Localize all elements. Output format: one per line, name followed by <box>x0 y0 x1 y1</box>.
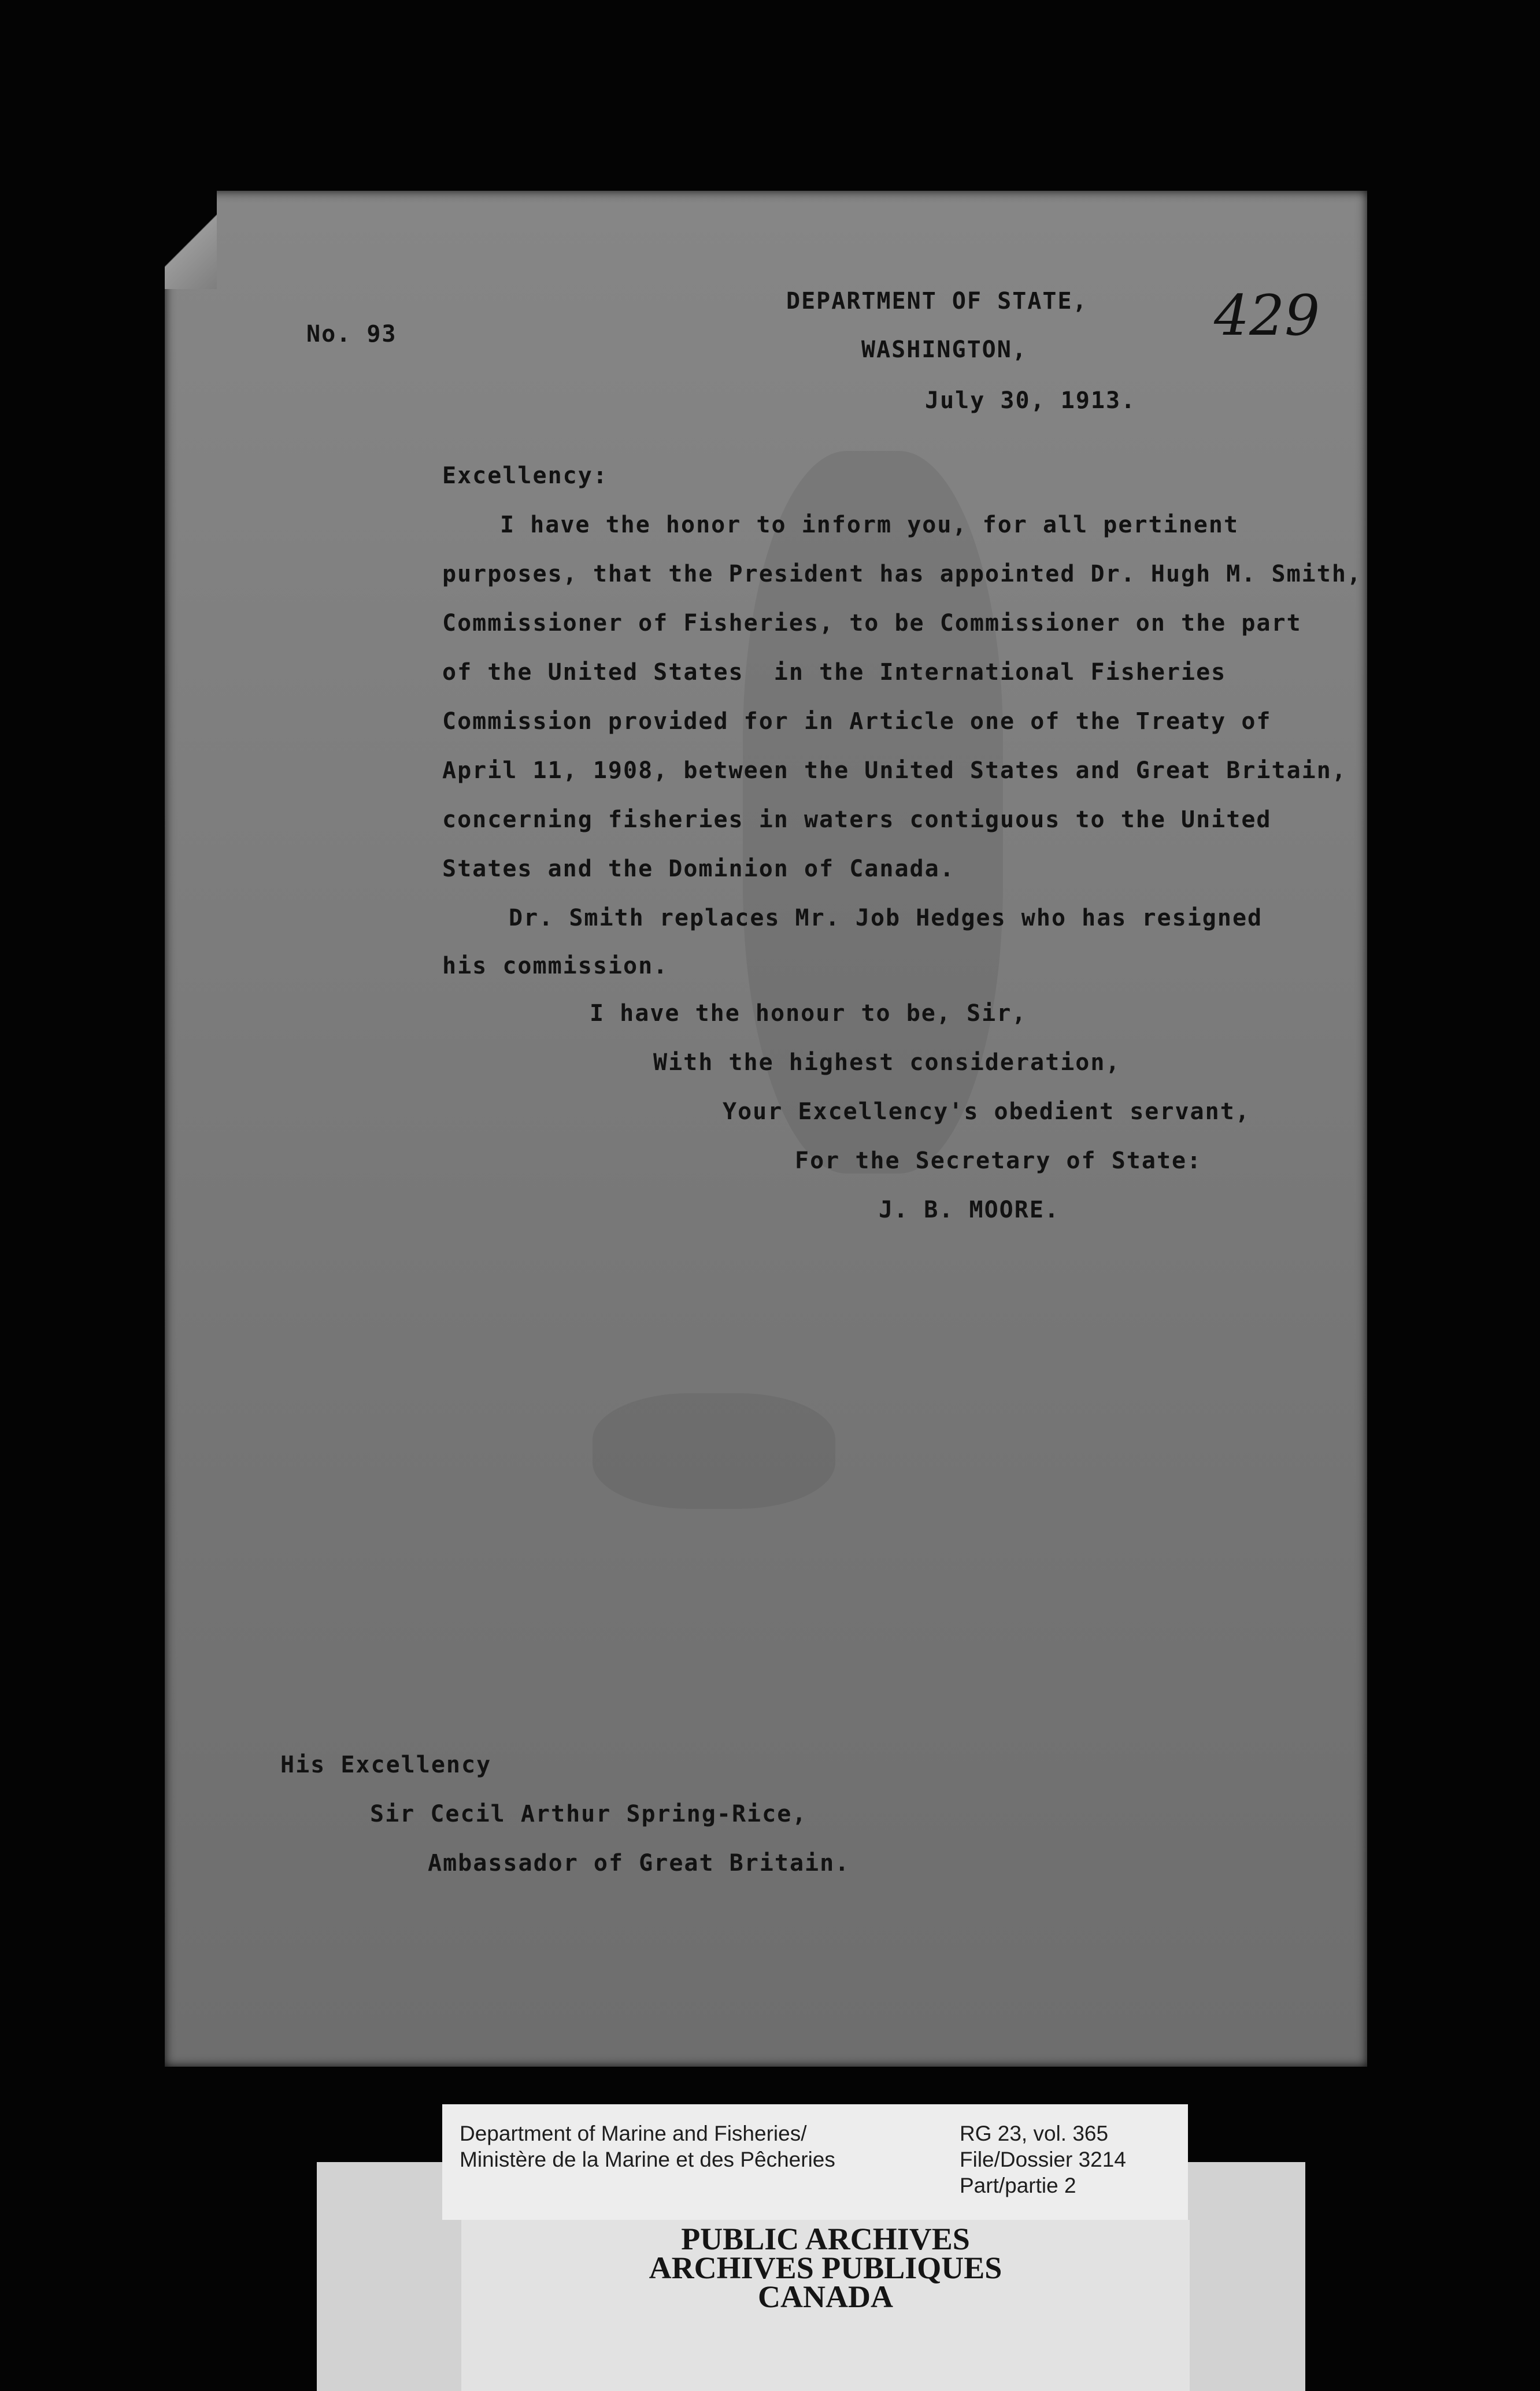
part-partie: Part/partie 2 <box>960 2174 1076 2197</box>
archives-stamp-line: ARCHIVES PUBLIQUES <box>649 2251 1002 2285</box>
record-group: RG 23, vol. 365 <box>960 2122 1109 2145</box>
closing-line: With the highest consideration, <box>653 1049 1121 1076</box>
body-line: his commission. <box>442 953 669 979</box>
body-line: I have the honor to inform you, for all pertinent <box>500 512 1239 538</box>
addressee-line: Sir Cecil Arthur Spring-Rice, <box>370 1801 808 1827</box>
salutation: Excellency: <box>442 462 608 489</box>
archives-stamp-inner <box>461 2220 1190 2391</box>
header-city: WASHINGTON, <box>861 336 1027 363</box>
body-line: April 11, 1908, between the United States and Great Britain, <box>442 757 1347 784</box>
addressee-line: His Excellency <box>280 1752 492 1778</box>
body-line: States and the Dominion of Canada. <box>442 856 955 882</box>
closing-line: Your Excellency's obedient servant, <box>723 1098 1250 1125</box>
header-department: DEPARTMENT OF STATE, <box>786 288 1088 314</box>
page-fold-corner <box>165 191 217 289</box>
body-line: purposes, that the President has appointed Dr. Hugh M. Smith, <box>442 561 1363 587</box>
archives-stamp-line: CANADA <box>758 2279 893 2314</box>
department-french: Ministère de la Marine et des Pêcheries <box>460 2148 835 2171</box>
department-english: Department of Marine and Fisheries/ <box>460 2122 807 2145</box>
archives-reference-label <box>442 2104 1188 2220</box>
header-date: July 30, 1913. <box>925 387 1137 414</box>
file-number-handwritten: 429 <box>1214 283 1320 348</box>
addressee-line: Ambassador of Great Britain. <box>428 1850 850 1876</box>
body-line: of the United States in the International Fisheries <box>442 659 1227 686</box>
body-line: Commissioner of Fisheries, to be Commissioner on the part <box>442 610 1302 636</box>
file-dossier: File/Dossier 3214 <box>960 2148 1126 2171</box>
body-line: Dr. Smith replaces Mr. Job Hedges who has resigned <box>509 905 1263 931</box>
body-line: concerning fisheries in waters contiguous to the United <box>442 806 1272 833</box>
body-line: Commission provided for in Article one of the Treaty of <box>442 708 1272 735</box>
signature: J. B. MOORE. <box>879 1197 1060 1223</box>
letter-sheet <box>165 191 1367 2067</box>
closing-line: For the Secretary of State: <box>795 1148 1202 1174</box>
letter-number: No. 93 <box>306 321 397 347</box>
archives-stamp-line: PUBLIC ARCHIVES <box>681 2222 970 2256</box>
ink-stain <box>593 1393 835 1509</box>
closing-line: I have the honour to be, Sir, <box>590 1000 1027 1027</box>
